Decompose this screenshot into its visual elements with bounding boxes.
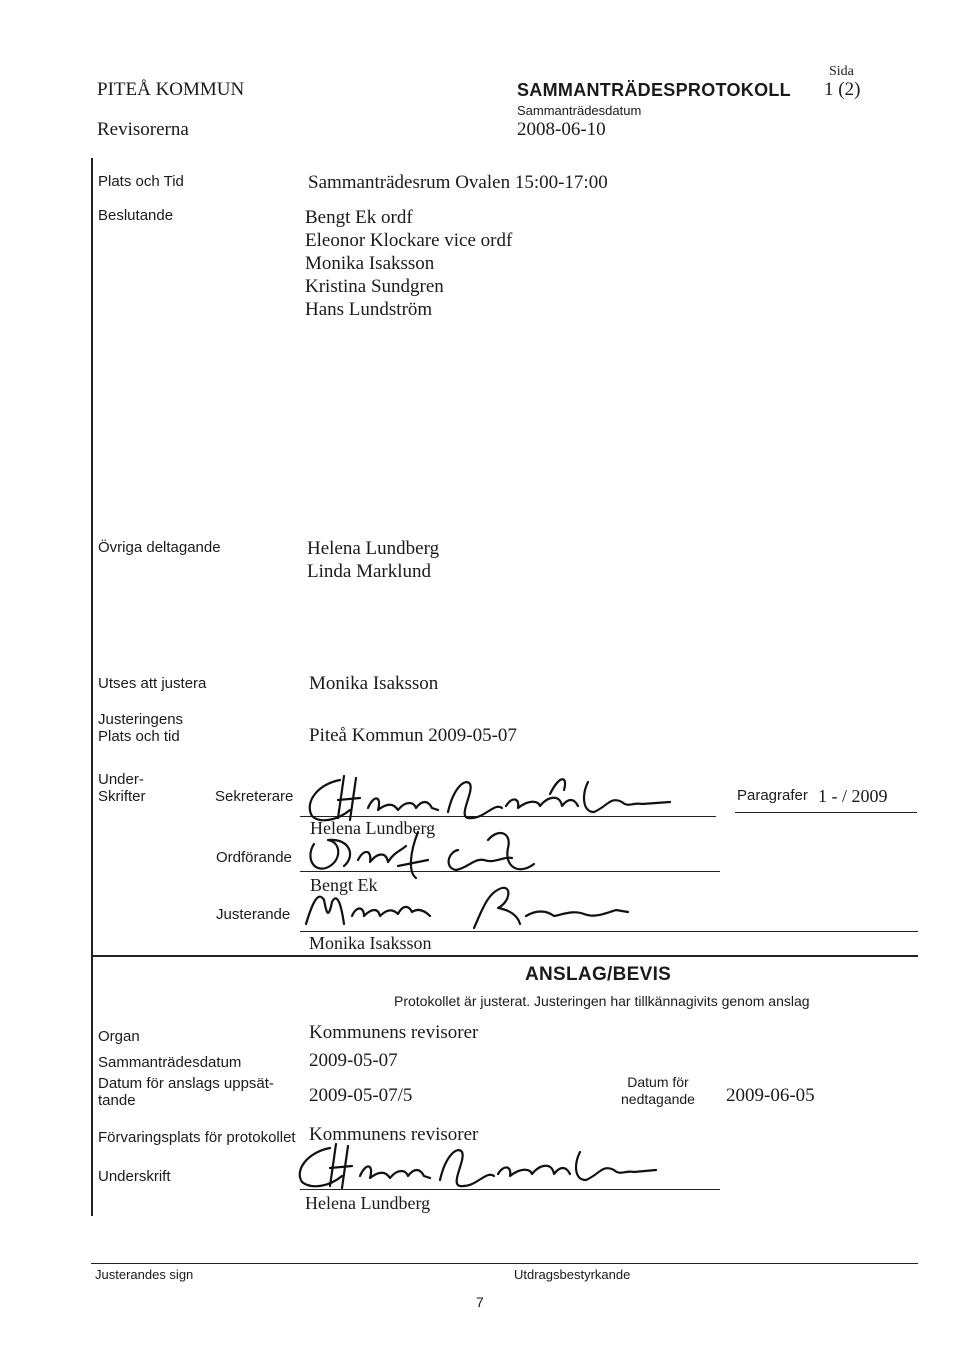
notice-statement: Protokollet är justerat. Justeringen har tillkännagivits genom anslag <box>394 993 810 1009</box>
signatures-section-label: Under- Skrifter <box>98 771 146 805</box>
decision-maker: Kristina Sundgren <box>305 276 444 297</box>
notice-signature-label: Underskrift <box>98 1168 171 1185</box>
decision-maker: Monika Isaksson <box>305 253 435 274</box>
org-name: PITEÅ KOMMUN <box>97 79 245 100</box>
others-list <box>307 537 439 583</box>
decision-label: Beslutande <box>98 207 174 224</box>
secretary-name: Helena Lundberg <box>310 818 436 838</box>
notice-meeting-date-label: Sammanträdesdatum <box>98 1054 242 1071</box>
notice-signature-name: Helena Lundberg <box>305 1193 431 1213</box>
others-label: Övriga deltagande <box>98 539 221 556</box>
chair-name: Bengt Ek <box>310 875 378 895</box>
removal-date: 2009-06-05 <box>726 1085 815 1106</box>
notice-meeting-date: 2009-05-07 <box>309 1050 398 1071</box>
doc-type: SAMMANTRÄDESPROTOKOLL <box>517 80 791 100</box>
notice-title: ANSLAG/BEVIS <box>525 964 672 985</box>
storage-value: Kommunens revisorer <box>309 1124 479 1145</box>
decision-maker: Eleonor Klockare vice ordf <box>305 230 513 251</box>
place-time-label: Plats och Tid <box>98 173 184 190</box>
adjuster-label: Justerande <box>216 906 291 923</box>
adjuster-name: Monika Isaksson <box>309 933 432 953</box>
department: Revisorerna <box>97 119 189 140</box>
meeting-date: 2008-06-10 <box>517 119 606 140</box>
adjuster-sign-label: Justerandes sign <box>95 1267 194 1282</box>
decision-maker: Hans Lundström <box>305 299 433 320</box>
page-count: 1 (2) <box>824 79 861 100</box>
page-number: 7 <box>476 1294 484 1310</box>
organ-label: Organ <box>98 1028 140 1045</box>
notice-separator <box>91 955 918 957</box>
verification-label: Justeringens Plats och tid <box>98 711 184 745</box>
paragraphs-line <box>735 812 917 813</box>
verification-value: Piteå Kommun 2009-05-07 <box>309 725 517 746</box>
adjuster-signature <box>298 880 638 936</box>
other-participant: Helena Lundberg <box>307 538 440 559</box>
chair-label: Ordförande <box>216 849 292 866</box>
appointed-label: Utses att justera <box>98 675 207 692</box>
secretary-label: Sekreterare <box>215 788 294 805</box>
notice-signature <box>290 1140 670 1196</box>
paragraphs-label: Paragrafer <box>737 787 808 804</box>
place-time-value: Sammanträdesrum Ovalen 15:00-17:00 <box>308 172 608 193</box>
page-label: Sida <box>829 64 854 79</box>
other-participant: Linda Marklund <box>307 561 432 582</box>
decision-makers-list <box>305 206 512 321</box>
left-border <box>91 158 93 1216</box>
posting-date: 2009-05-07/5 <box>309 1085 413 1106</box>
excerpt-cert-label: Utdragsbestyrkande <box>514 1267 631 1282</box>
organ-value: Kommunens revisorer <box>309 1022 479 1043</box>
removal-date-label: Datum för nedtagande <box>621 1074 695 1107</box>
appointed-value: Monika Isaksson <box>309 673 439 694</box>
storage-label: Förvaringsplats för protokollet <box>98 1129 296 1146</box>
paragraphs-value: 1 - / 2009 <box>818 786 888 806</box>
date-label: Sammanträdesdatum <box>517 103 642 118</box>
posting-date-label: Datum för anslags uppsät- tande <box>98 1075 274 1109</box>
footer-line <box>91 1263 918 1264</box>
decision-maker: Bengt Ek ordf <box>305 207 413 228</box>
